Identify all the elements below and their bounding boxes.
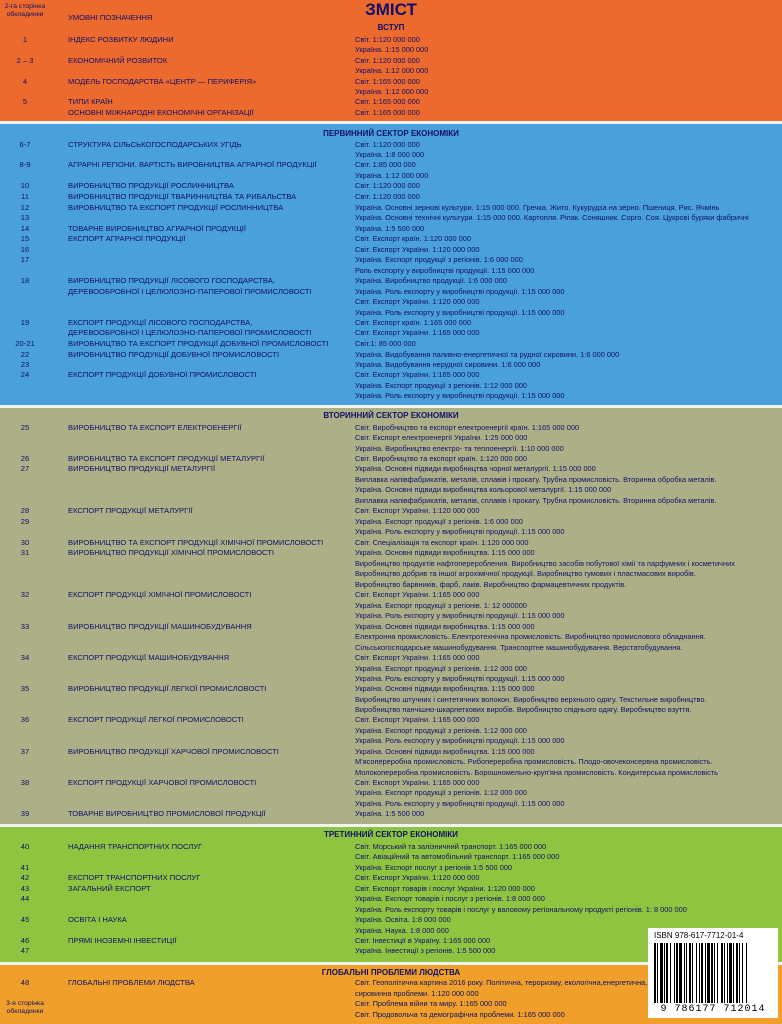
map-description: Україна. Експорт продукції з регіонів. 1:6 000 000 — [355, 517, 523, 526]
barcode-bar — [711, 943, 713, 1003]
map-description: Україна. Експорт продукції з регіонів. 1:12 000 000 — [355, 788, 527, 797]
barcode-bar — [699, 943, 700, 1003]
barcode-bar — [676, 943, 678, 1003]
barcode-bar — [739, 943, 740, 1003]
barcode-bar — [705, 943, 706, 1003]
map-description: Молокопереробна промисловість. Борошномельно-круп'яна промисловість. Кондитерська промисловість — [355, 768, 719, 777]
topic-title: ТОВАРНЕ ВИРОБНИЦТВО АГРАРНОЇ ПРОДУКЦІЇ — [68, 224, 247, 233]
page-number: 1 — [22, 35, 28, 44]
map-description: Україна. 1:12 000 000 — [355, 66, 429, 75]
map-description: Світ. Експорт країн. 1:165 000 000 — [355, 318, 471, 327]
map-description: Україна. Роль експорту товарів і послуг у валовому регіональному продукті регіонів. 1: 8 000 000 — [355, 905, 687, 914]
map-description: Україна. 1:8 000 000 — [355, 150, 425, 159]
map-description: Україна. Роль експорту у виробництві продукції. 1:15 000 000 — [355, 527, 565, 536]
map-description: Україна. Освіта. 1:8 000 000 — [355, 915, 451, 924]
map-description: Україна. 1:12 000 000 — [355, 171, 429, 180]
map-description: Сільськогосподарське машинобудування. Транспортне машинобудування. Верстатобудування. — [355, 643, 683, 652]
topic-title: ВИРОБНИЦТВО ПРОДУКЦІЇ ХІМІЧНОЇ ПРОМИСЛОВОСТІ — [68, 548, 275, 557]
barcode — [654, 943, 772, 1003]
map-description: Світ. 1:120 000 000 — [355, 192, 420, 201]
map-description: Світ. 1:165 000 000 — [355, 108, 420, 117]
map-description: Світ. Спеціалізація та експорт країн. 1:120 000 000 — [355, 538, 529, 547]
map-description: Україна. Експорт продукції з регіонів. 1:12 000 000 — [355, 726, 527, 735]
map-description: Україна. Виробництво електро- та теплоенергії. 1:10 000 000 — [355, 444, 564, 453]
page-title: ЗМІСТ — [365, 0, 417, 19]
map-description: Виробництво барвників, фарб, лаків. Виробництво фармацевтичних продуктів. — [355, 580, 627, 589]
page-number: 5 — [22, 97, 28, 106]
map-description: Україна. Роль експорту у виробництві продукції. 1:15 000 000 — [355, 736, 565, 745]
page-number: 22 — [20, 350, 30, 359]
map-description: Виробництво штучних і синтетичних волокон. Виробництво верхнього одягу. Текстильне виробництво. — [355, 695, 707, 704]
page-number: 42 — [20, 873, 30, 882]
section-heading: ВТОРИННИЙ СЕКТОР ЕКОНОМІКИ — [323, 411, 459, 420]
map-description: Україна. Роль експорту у виробництві продукції. 1:15 000 000 — [355, 674, 565, 683]
map-description: Україна. Експорт продукції з регіонів. 1:6 000 000 — [355, 255, 523, 264]
topic-title: УМОВНІ ПОЗНАЧЕННЯ — [68, 13, 153, 22]
topic-title: ОСНОВНІ МІЖНАРОДНІ ЕКОНОМІЧНІ ОРГАНІЗАЦІЇ — [68, 108, 254, 117]
map-description: Україна. Експорт послуг з регіонів 1:5 500 000 — [355, 863, 513, 872]
barcode-bar — [692, 943, 693, 1003]
topic-title: ЕКСПОРТ ПРОДУКЦІЇ ЛЕГКОЇ ПРОМИСЛОВОСТІ — [68, 715, 244, 724]
page-number: 25 — [20, 423, 30, 432]
map-description: Україна. Експорт продукції з регіонів. 1:12 000 000 — [355, 381, 527, 390]
map-description: Україна. Експорт продукції з регіонів. 1: 12 000000 — [355, 601, 527, 610]
map-description: Україна. Основні підвиди виробництва. 1:15 000 000 — [355, 747, 535, 756]
page-number: 4 — [22, 77, 28, 86]
map-description: Україна. Основні підвиди виробництва чорної металургії. 1:15 000 000 — [355, 464, 596, 473]
topic-title: ЕКОНОМІЧНИЙ РОЗВИТОК — [68, 56, 168, 65]
barcode-bar — [696, 943, 697, 1003]
topic-title: ВИРОБНИЦТВО ПРОДУКЦІЇ МАШИНОБУДУВАННЯ — [68, 622, 252, 631]
topic-title: ГЛОБАЛЬНІ ПРОБЛЕМИ ЛЮДСТВА — [68, 978, 195, 987]
map-description: Світ. Інвестиції в Україну. 1:165 000 000 — [355, 936, 491, 945]
page-number: 48 — [20, 978, 30, 987]
page-number: 26 — [20, 454, 30, 463]
map-description: Україна. Основні підвиди виробництва. 1:15 000 000 — [355, 548, 535, 557]
map-description: Світ. Експорт України. 1:165 000 000 — [355, 653, 480, 662]
map-description: Світ. Експорт України. 1:165 000 000 — [355, 328, 480, 337]
map-description: Україна. 1:5 500 000 — [355, 224, 425, 233]
map-description: Світ. Експорт України. 1:165 000 000 — [355, 715, 480, 724]
barcode-bar — [664, 943, 665, 1003]
topic-title: ЕКСПОРТ ПРОДУКЦІЇ ХАРЧОВОЇ ПРОМИСЛОВОСТІ — [68, 778, 257, 787]
page-number: 3-я сторінка обкладинки — [6, 1000, 44, 1015]
page-number: 16 — [20, 245, 30, 254]
topic-title: ВИРОБНИЦТВО ТА ЕКСПОРТ ПРОДУКЦІЇ ДОБУВНОЇ ПРОМИСЛОВОСТІ — [68, 339, 329, 348]
map-description: Україна. Експорт товарів і послуг з регіонів. 1:8 000 000 — [355, 894, 545, 903]
page-number: 17 — [20, 255, 30, 264]
topic-title: ВИРОБНИЦТВО ПРОДУКЦІЇ ТВАРИННИЦТВА ТА РИБАЛЬСТВА — [68, 192, 297, 201]
page-number: 41 — [20, 863, 30, 872]
page-number: 46 — [20, 936, 30, 945]
page-number: 11 — [21, 192, 29, 201]
map-description: Світ. Експорт України. 1:165 000 000 — [355, 590, 480, 599]
topic-title: ВИРОБНИЦТВО ПРОДУКЦІЇ ЛІСОВОГО ГОСПОДАРСТВА, — [68, 276, 275, 285]
page-number: 2-га сторінка обкладинки — [4, 3, 46, 18]
map-description: Україна. Основні підвиди виробництва. 1:15 000 000 — [355, 622, 535, 631]
map-description: Україна. 1:12 000 000 — [355, 87, 429, 96]
map-description: Світ. Експорт України. 1:120 000 000 — [355, 506, 480, 515]
map-description: Виплавка напівфабрикатів, металів, сплавів і прокату. Трубна промисловість. Вторинна обробка металів. — [355, 475, 717, 484]
map-description: Україна. Експорт продукції з регіонів. 1:12 000 000 — [355, 664, 527, 673]
map-description: Світ. Експорт електроенергії України. 1:25 000 000 — [355, 433, 528, 442]
map-description: Світ. 1:120 000 000 — [355, 140, 420, 149]
map-description: Україна. Роль експорту у виробництві продукції. 1:15 000 000 — [355, 287, 565, 296]
map-description: сировинна проблеми. 1:120 000 000 — [355, 989, 479, 998]
map-description: Світ. Продовольча та демографічна проблеми. 1:165 000 000 — [355, 1010, 565, 1019]
page-number: 32 — [20, 590, 30, 599]
barcode-bar — [670, 943, 671, 1003]
map-description: Україна. Роль експорту у виробництві продукції. 1:15 000 000 — [355, 611, 565, 620]
page-number: 27 — [20, 464, 30, 473]
topic-title: АГРАРНІ РЕГІОНИ. ВАРТІСТЬ ВИРОБНИЦТВА АГРАРНОЇ ПРОДУКЦІЇ — [68, 160, 317, 169]
map-description: Україна. Інвестиції з регіонів. 1:5 500 000 — [355, 946, 496, 955]
barcode-bar — [684, 943, 685, 1003]
map-description: Україна. Роль експорту у виробництві продукції. 1:15 000 000 — [355, 799, 565, 808]
barcode-bar — [657, 943, 658, 1003]
page-number: 30 — [20, 538, 30, 547]
page-number: 14 — [20, 224, 30, 233]
topic-title: ІНДЕКС РОЗВИТКУ ЛЮДИНИ — [68, 35, 174, 44]
topic-title: ВИРОБНИЦТВО ПРОДУКЦІЇ ДОБУВНОЇ ПРОМИСЛОВОСТІ — [68, 350, 280, 359]
topic-title: ВИРОБНИЦТВО ПРОДУКЦІЇ РОСЛИННИЦТВА — [68, 181, 234, 190]
barcode-bar — [727, 943, 728, 1003]
topic-title: ЕКСПОРТ ПРОДУКЦІЇ МЕТАЛУРГІЇ — [68, 506, 193, 515]
map-description: Україна. Основні підвиди виробництва кольорової металургії. 1:15 000 000 — [355, 485, 612, 494]
map-description: Світ. Експорт України. 1:165 000 000 — [355, 370, 480, 379]
barcode-bar — [679, 943, 682, 1003]
section-heading: ТРЕТИННИЙ СЕКТОР ЕКОНОМІКИ — [323, 830, 459, 839]
topic-title: ВИРОБНИЦТВО ПРОДУКЦІЇ ЛЕГКОЇ ПРОМИСЛОВОСТІ — [68, 684, 267, 693]
barcode-bar — [717, 943, 718, 1003]
map-description: Україна. Роль експорту у виробництві продукції. 1:15 000 000 — [355, 391, 565, 400]
page-number: 47 — [20, 946, 30, 955]
barcode-bar — [707, 943, 710, 1003]
map-description: Виробництво панчішно-шкарпеткових виробів. Виробництво спіднього одягу. Виробництво взуття. — [355, 705, 692, 714]
map-description: Світ. Експорт товарів і послуг України. 1:120 000 000 — [355, 884, 535, 893]
map-description: Світ. 1:165 000 000 — [355, 97, 420, 106]
topic-title: ЕКСПОРТ АГРАРНОЇ ПРОДУКЦІЇ — [68, 234, 186, 243]
map-description: Світ. 1:120 000 000 — [355, 56, 420, 65]
topic-title: ДЕРЕВООБРОБНОЇ І ЦЕЛЮЛОЗНО-ПАПЕРОВОЇ ПРОМИСЛОВОСТІ — [68, 287, 312, 296]
map-description: Україна. Видобування нерудної сировини. 1:6 000 000 — [355, 360, 541, 369]
topic-title: ЕКСПОРТ ПРОДУКЦІЇ ХІМІЧНОЇ ПРОМИСЛОВОСТІ — [68, 590, 252, 599]
topic-title: ВИРОБНИЦТВО ТА ЕКСПОРТ ПРОДУКЦІЇ ХІМІЧНОЇ ПРОМИСЛОВОСТІ — [68, 538, 324, 547]
page-number: 34 — [20, 653, 30, 662]
barcode-bar — [654, 943, 656, 1003]
map-description: Виробництво продуктів нафтопереробления. Виробництво засобів побутової хімії та парфумних і косметичних — [355, 559, 735, 568]
page-number: 12 — [20, 203, 30, 212]
section-heading: ГЛОБАЛЬНІ ПРОБЛЕМИ ЛЮДСТВА — [321, 968, 461, 977]
barcode-bar — [733, 943, 734, 1003]
map-description: М'ясопереробна промисловість. Рибопереробна промисловість. Плодо-овочеконсервна промисловість. — [355, 757, 713, 766]
topic-title: ЕКСПОРТ ПРОДУКЦІЇ МАШИНОБУДУВАННЯ — [68, 653, 230, 662]
topic-title: МОДЕЛЬ ГОСПОДАРСТВА «ЦЕНТР — ПЕРИФЕРІЯ» — [68, 77, 257, 86]
topic-title: ЕКСПОРТ ПРОДУКЦІЇ ЛІСОВОГО ГОСПОДАРСТВА, — [68, 318, 253, 327]
page-number: 24 — [20, 370, 30, 379]
topic-title: ВИРОБНИЦТВО ТА ЕКСПОРТ ПРОДУКЦІЇ МЕТАЛУРГІЇ — [68, 454, 265, 463]
barcode-bar — [701, 943, 703, 1003]
page-number: 38 — [20, 778, 30, 787]
map-description: Роль експорту у виробництві продукції. 1:15 000 000 — [355, 266, 535, 275]
map-description: Світ. Експорт України. 1:120 000 000 — [355, 245, 480, 254]
page-number: 36 — [20, 715, 30, 724]
barcode-bar — [746, 943, 747, 1003]
page-number: 33 — [20, 622, 30, 631]
section-heading: ВСТУП — [377, 23, 405, 32]
topic-title: ВИРОБНИЦТВО ПРОДУКЦІЇ ХАРЧОВОЇ ПРОМИСЛОВОСТІ — [68, 747, 279, 756]
map-description: Електронна промисловість. Електротехнічна промисловість. Виробництво промислового обладнання. — [355, 632, 706, 641]
barcode-bar — [689, 943, 691, 1003]
map-description: Світ. 1:85 000 000 — [355, 160, 416, 169]
topic-title: ЕКСПОРТ ПРОДУКЦІЇ ДОБУВНОЇ ПРОМИСЛОВОСТІ — [68, 370, 257, 379]
barcode-bar — [742, 943, 743, 1003]
page-number: 8-9 — [19, 160, 31, 169]
page-number: 18 — [20, 276, 30, 285]
barcode-digits: 9 786177 712014 — [660, 1004, 766, 1015]
page-number: 6-7 — [19, 140, 31, 149]
map-description: Світ. Морський та залізничний транспорт. 1:165 000 000 — [355, 842, 547, 851]
map-description: Виплавка напівфабрикатів, металів, сплавів і прокату. Трубна промисловість. Вторинна обробка металів. — [355, 496, 717, 505]
page-number: 35 — [20, 684, 30, 693]
topic-title: ОСВІТА І НАУКА — [68, 915, 127, 924]
topic-title: ТОВАРНЕ ВИРОБНИЦТВО ПРОМИСЛОВОЇ ПРОДУКЦІЇ — [68, 809, 266, 818]
topic-title: СТРУКТУРА СІЛЬСЬКОГОСПОДАРСЬКИХ УГІДЬ — [68, 140, 242, 149]
page-number: 28 — [20, 506, 30, 515]
map-description: Світ. Виробництво та експорт країн. 1:120 000 000 — [355, 454, 527, 463]
map-description: Україна. Видобування паливно-енергетичної та рудної сировини. 1:6 000 000 — [355, 350, 620, 359]
map-description: Світ. 1:120 000 000 — [355, 181, 420, 190]
topic-title: ВИРОБНИЦТВО ТА ЕКСПОРТ ПРОДУКЦІЇ РОСЛИННИЦТВА — [68, 203, 284, 212]
page-number: 39 — [20, 809, 30, 818]
page-number: 2 – 3 — [16, 56, 34, 65]
map-description: Виробництво добрив та іншої агрохімічної продукції. Виробництво гумових і пластмасових виробів. — [355, 569, 696, 578]
page-number: 44 — [20, 894, 30, 903]
map-description: Світ. Авіаційний та автомобільний транспорт. 1:165 000 000 — [355, 852, 560, 861]
map-description: Світ. Виробництво та експорт електроенергії країн. 1:165 000 000 — [355, 423, 580, 432]
map-description: Світ. Проблема війни та миру. 1:165 000 000 — [355, 999, 507, 1008]
topic-title: ДЕРЕВООБРОБНОЇ І ЦЕЛЮЛОЗНО-ПАПЕРОВОЇ ПРОМИСЛОВОСТІ — [68, 328, 312, 337]
page-number: 29 — [20, 517, 30, 526]
map-description: Світ. Експорт України. 1:120 000 000 — [355, 297, 480, 306]
map-description: Україна. 1:15 000 000 — [355, 45, 429, 54]
section-heading: ПЕРВИННИЙ СЕКТОР ЕКОНОМІКИ — [323, 129, 459, 138]
topic-title: НАДАННЯ ТРАНСПОРТНИХ ПОСЛУГ — [68, 842, 203, 851]
map-description: Світ. Експорт України. 1:165 000 000 — [355, 778, 480, 787]
map-description: Україна. Основні технічні культури. 1:15 000 000. Картопля. Ріпак. Соняшник. Сорго. Соя. Цукрові буряки фабричні — [355, 213, 749, 222]
divider — [0, 824, 782, 827]
map-description: Україна. Основні зернові культури. 1:15 000 000. Гречка. Жито. Кукурудза на зерно. Пшениця. Рис. Ячмінь — [355, 203, 720, 212]
topic-title: ПРЯМІ ІНОЗЕМНІ ІНВЕСТИЦІЇ — [68, 936, 177, 945]
barcode-bar — [736, 943, 738, 1003]
divider — [0, 405, 782, 408]
map-description: Світ. Геополітична картина 2016 року. Політична, тероризму, екологічна,енергетична, — [355, 978, 648, 987]
page-number: 13 — [20, 213, 30, 222]
map-description: Україна. Роль експорту у виробництві продукції. 1:15 000 000 — [355, 308, 565, 317]
topic-title: ТИПИ КРАЇН — [68, 97, 113, 106]
topic-title: ЕКСПОРТ ТРАНСПОРТНИХ ПОСЛУГ — [68, 873, 201, 882]
isbn-block — [648, 928, 778, 1018]
topic-title: ЗАГАЛЬНИЙ ЕКСПОРТ — [68, 884, 151, 893]
map-description: Світ. Експорт України. 1:120 000 000 — [355, 873, 480, 882]
barcode-bar — [721, 943, 723, 1003]
barcode-bar — [724, 943, 725, 1003]
page-number: 31 — [20, 548, 30, 557]
barcode-bar — [714, 943, 715, 1003]
map-description: Світ. 1:120 000 000 — [355, 35, 420, 44]
page-number: 20-21 — [15, 339, 35, 348]
map-description: Світ.1: 85 000 000 — [355, 339, 416, 348]
topic-title: ВИРОБНИЦТВО ТА ЕКСПОРТ ЕЛЕКТРОЕНЕРГІЇ — [68, 423, 242, 432]
barcode-bar — [686, 943, 687, 1003]
map-description: Україна. 1:5 500 000 — [355, 809, 425, 818]
page-number: 37 — [20, 747, 30, 756]
page-number: 23 — [20, 360, 30, 369]
page-number: 19 — [20, 318, 30, 327]
barcode-bar — [674, 943, 675, 1003]
divider — [0, 121, 782, 124]
map-description: Світ. Експорт країн. 1:120 000 000 — [355, 234, 471, 243]
map-description: Світ. 1:165 000 000 — [355, 77, 420, 86]
barcode-bar — [729, 943, 732, 1003]
barcode-bar — [660, 943, 663, 1003]
topic-title: ВИРОБНИЦТВО ПРОДУКЦІЇ МЕТАЛУРГІЇ — [68, 464, 216, 473]
barcode-bar — [666, 943, 668, 1003]
page-number: 43 — [20, 884, 30, 893]
isbn-label: ISBN 978-617-7712-01-4 — [654, 931, 744, 940]
page-number: 40 — [20, 842, 30, 851]
map-description: Україна. Наука. 1:8 000 000 — [355, 926, 449, 935]
map-description: Україна. Виробництво продукції. 1:6 000 000 — [355, 276, 507, 285]
page-number: 15 — [20, 234, 30, 243]
map-description: Україна. Основні підвиди виробництва. 1:15 000 000 — [355, 684, 535, 693]
page-number: 10 — [20, 181, 30, 190]
page-number: 45 — [20, 915, 30, 924]
